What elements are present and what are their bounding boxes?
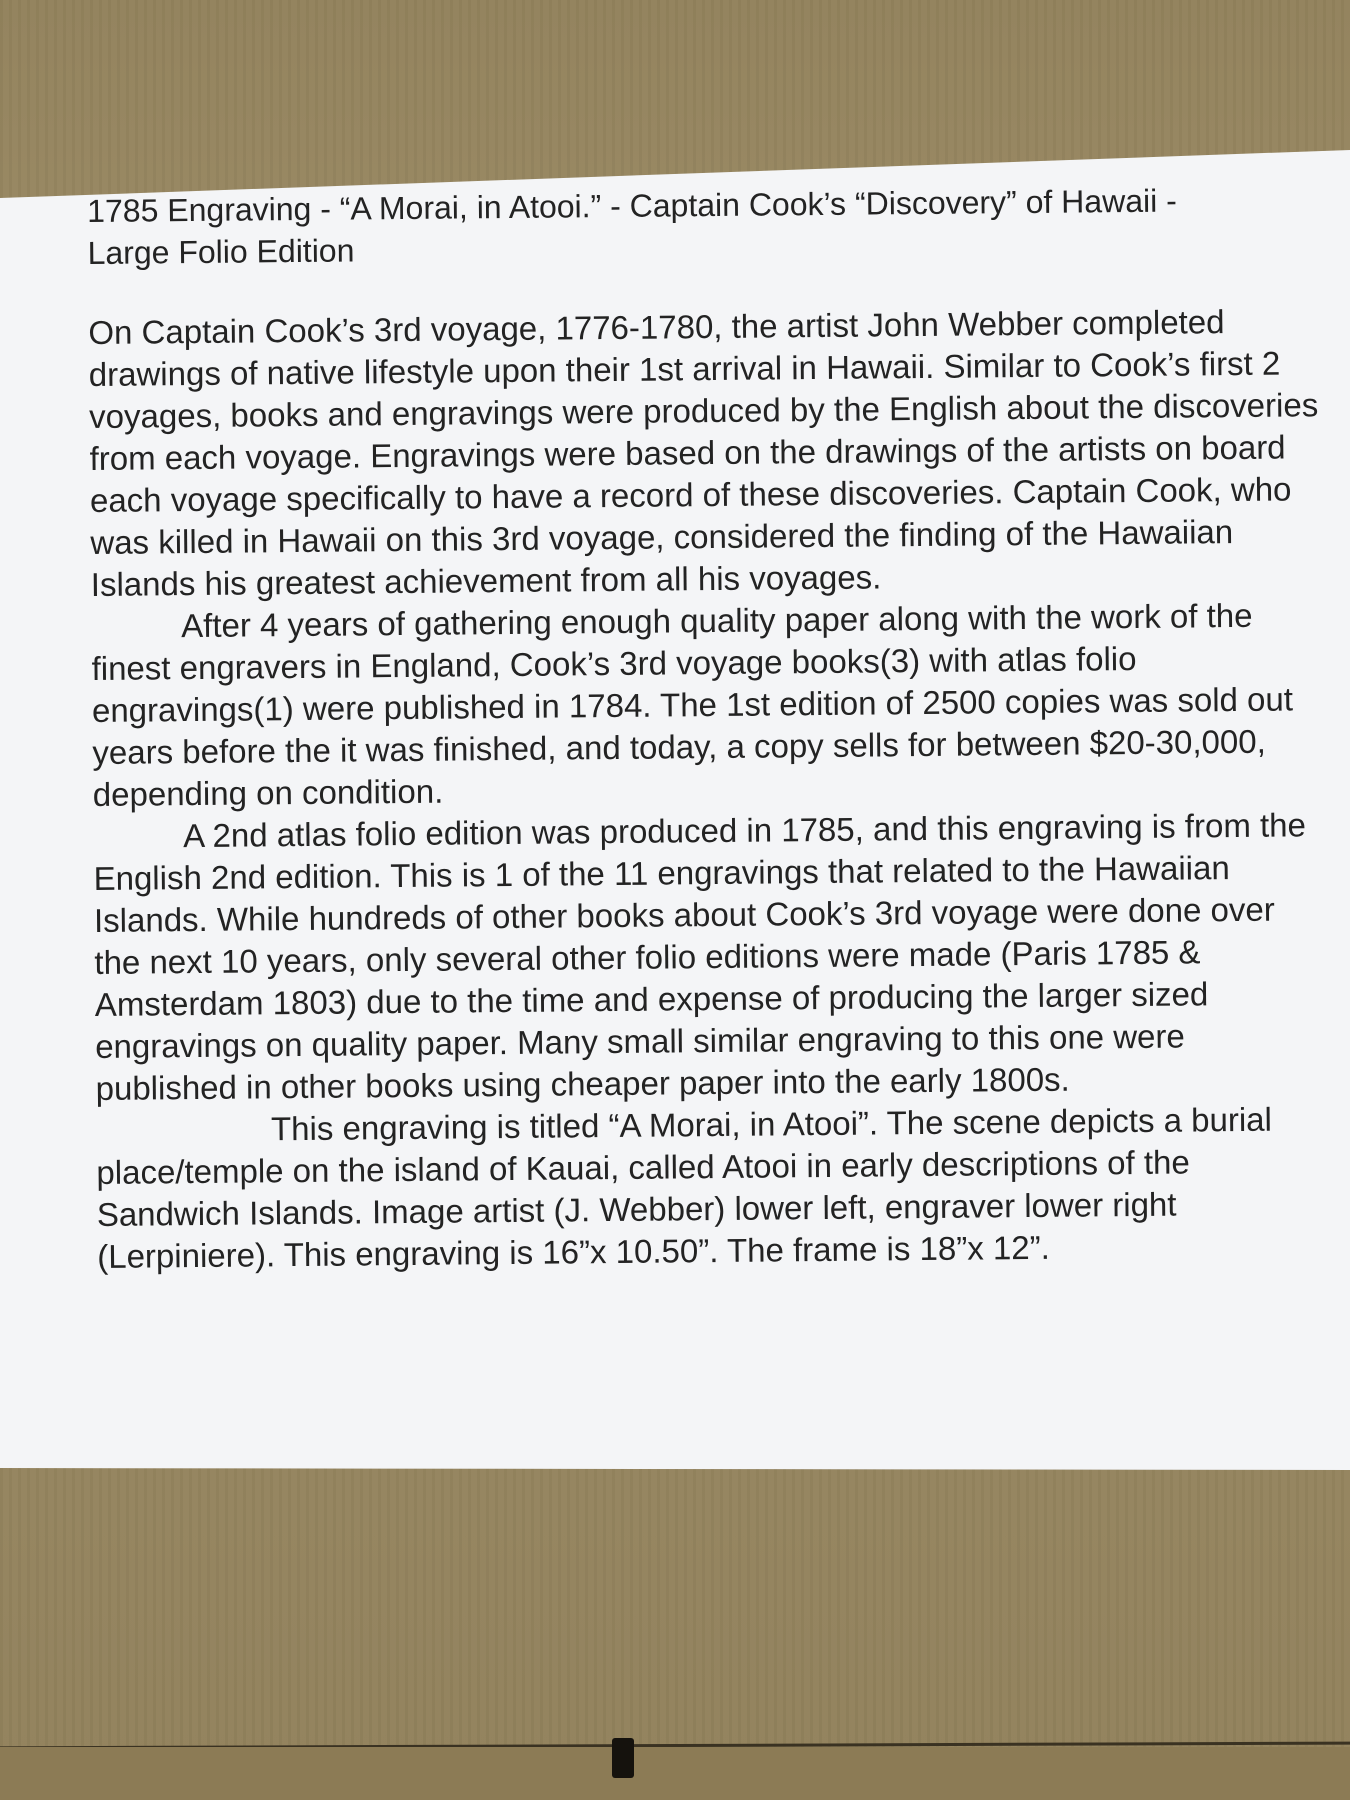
paragraph-voyage: On Captain Cook’s 3rd voyage, 1776-1780, the artist John Webber completed drawings of native lifestyle upon their 1st arrival in Hawaii. Similar to Cook’s first 2 voyages, books and engravings were produced by the English about the discoveries from each voyage. Engravings were based on the drawings of the artists on board each voyage specifically to have a record of these discoveries. Captain Cook, who was killed in Hawaii on this 3rd voyage, considered the finding of the Hawaiian Islands his greatest achievement from all his voyages. bbox=[88, 303, 1319, 603]
paragraph-engraving-details: This engraving is titled “A Morai, in Atooi”. The scene depicts a burial place/temple on the island of Kauai, called Atooi in early descriptions of the Sandwich Islands. Image artist (J. Webber) lower left, engraver lower right (Lerpiniere). This engraving is 16”x 10.50”. The frame is 18”x 12”. bbox=[96, 1100, 1273, 1275]
binder-clip bbox=[612, 1738, 634, 1778]
paragraph-second-edition: A 2nd atlas folio edition was produced in 1785, and this engraving is from the English 2nd edition. This is 1 of the 11 engravings that related to the Hawaiian Islands. While hundreds of other books about Cook’s 3rd voyage were done over the next 10 years, only several other folio editions were made (Paris 1785 & Amsterdam 1803) due to the time and expense of producing the larger sized engravings on quality paper. Many small similar engraving to this one were published in other books using cheaper paper into the early 1800s. bbox=[93, 806, 1307, 1107]
paragraph-first-edition: After 4 years of gathering enough quality paper along with the work of the finest engravers in England, Cook’s 3rd voyage books(3) with atlas folio engravings(1) were published in 1784. The 1st edition of 2500 copies was sold out years before the it was finished, and today, a copy sells for between $20-30,000, depending on condition. bbox=[91, 596, 1294, 813]
document-title: 1785 Engraving - “A Morai, in Atooi.” - Captain Cook’s “Discovery” of Hawaii - Large Folio Edition bbox=[87, 182, 1177, 271]
description-text bbox=[87, 178, 1327, 1278]
cardboard-bottom-strip bbox=[0, 1747, 1350, 1800]
